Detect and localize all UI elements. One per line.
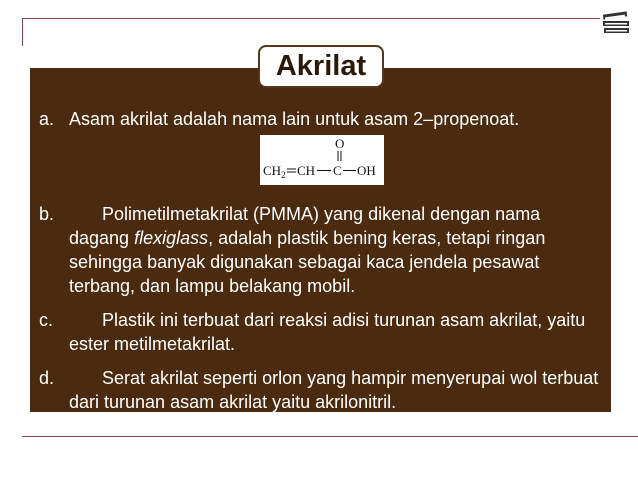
item-marker: c. [39, 310, 54, 330]
slide-title: Akrilat [258, 45, 384, 88]
formula-oh: OH [357, 163, 376, 178]
item-text: Asam akrilat adalah nama lain untuk asam 2–propenoat. [69, 109, 520, 129]
item-text: Plastik ini terbuat dari reaksi adisi turunan asam akrilat, yaitu ester metilmetakrilat. [69, 310, 586, 354]
item-marker: b. [39, 204, 55, 224]
formula-ch2: $CH_2$ [263, 163, 286, 180]
frame-bottom-line [22, 436, 638, 437]
acrylic-acid-structural-formula [260, 135, 384, 185]
frame-top-line [22, 18, 600, 19]
book-stack-icon [601, 10, 631, 34]
formula-c: C [333, 163, 342, 178]
item-text: Polimetilmetakrilat (PMMA) yang dikenal dengan nama dagang flexiglass, adalah plastik bening keras, tetapi ringan sehingga banyak digunakan sebagai kaca jendela pesawat terbang, dan lampu belakang mobil. [69, 204, 546, 296]
item-text: Serat akrilat seperti orlon yang hampir menyerupai wol terbuat dari turunan asam akrilat yaitu akrilonitril. [69, 368, 599, 412]
formula-ch: CH [297, 163, 316, 178]
formula-oxygen: O [335, 136, 345, 151]
frame-left-line [22, 18, 23, 46]
item-marker: d. [39, 368, 55, 388]
item-marker: a. [39, 109, 55, 129]
